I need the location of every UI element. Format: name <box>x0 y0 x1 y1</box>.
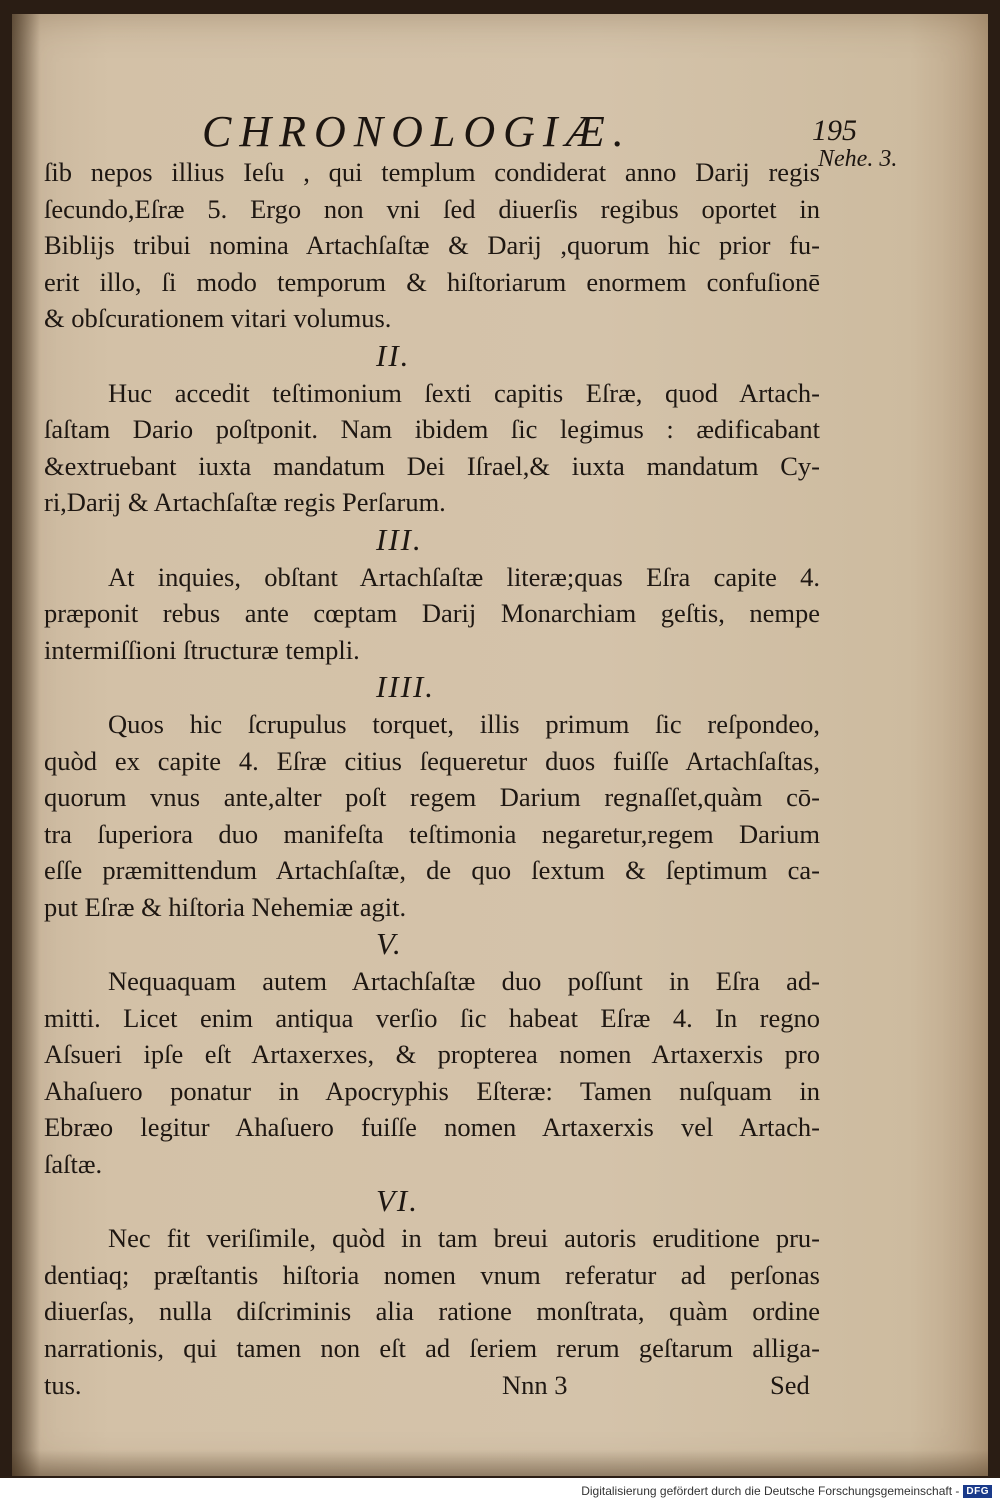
page-edge-shadow <box>12 1450 988 1476</box>
text-line: At inquies, obſtant Artachſaſtæ literæ;quas Eſra capite 4. <box>108 561 820 592</box>
text-line: ri,Darij & Artachſaſtæ regis Perſarum. <box>44 487 446 517</box>
text-line: mitti. Licet enim antiqua verſio ſic habeat Eſræ 4. In regno <box>44 1002 820 1033</box>
text-line: tra ſuperiora duo manifeſta teſtimonia negaretur,regem Darium <box>44 818 820 849</box>
spine-shadow <box>12 14 40 1476</box>
text-line: præponit rebus ante cœptam Darij Monarchiam geſtis, nempe <box>44 598 820 628</box>
section-heading: IIII. <box>376 669 436 704</box>
page-footer <box>44 1366 820 1404</box>
text-line: quorum vnus ante,alter poſt regem Darium regnaſſet,quàm cō- <box>44 782 820 812</box>
text-line: ſib nepos illius Ieſu , qui templum condiderat anno Darij regis <box>44 157 820 187</box>
text-line: narrationis, qui tamen non eſt ad ſeriem rerum geſtarum alliga- <box>44 1332 820 1363</box>
text-line: diuerſas, nulla diſcriminis alia ratione monſtrata, quàm ordine <box>44 1296 820 1326</box>
text-line: eſſe præmittendum Artachſaſtæ, de quo ſextum & ſeptimum ca- <box>44 855 820 885</box>
text-line: erit illo, ſi modo temporum & hiſtoriarum enormem confuſionē <box>44 266 820 297</box>
credit-text: Digitalisierung gefördert durch die Deutsche Forschungsgemeinschaft - <box>581 1484 960 1498</box>
text-line: intermiſſioni ſtructuræ templi. <box>44 634 360 665</box>
section-heading: V. <box>376 926 403 961</box>
text-line: dentiaq; præſtantis hiſtoria nomen vnum referatur ad perſonas <box>44 1259 820 1290</box>
text-line: put Eſræ & hiſtoria Nehemiæ agit. <box>44 891 407 922</box>
book-page <box>12 14 988 1476</box>
text-line: ſaſtæ. <box>44 1148 103 1179</box>
running-head: CHRONOLOGIÆ. <box>202 107 632 156</box>
section-heading: VI. <box>376 1183 420 1218</box>
section-heading: II. <box>376 337 411 373</box>
text-line: Nequaquam autem Artachſaſtæ duo poſſunt in Eſra ad- <box>108 966 820 996</box>
text-line: quòd ex capite 4. Eſræ citius ſequeretur duos fuiſſe Artachſaſtas, <box>44 745 820 776</box>
catchword: Sed <box>770 1370 810 1400</box>
text-line: Quos hic ſcrupulus torquet, illis primum ſic reſpondeo, <box>108 709 820 739</box>
text-line: Ebræo legitur Ahaſuero fuiſſe nomen Artaxerxis vel Artach- <box>44 1112 820 1142</box>
page-number: 195 <box>812 114 857 147</box>
digitization-credit <box>581 1482 992 1500</box>
text-line: Biblijs tribui nomina Artachſaſtæ & Darij ,quorum hic prior fu- <box>44 230 820 260</box>
text-line: Aſsueri ipſe eſt Artaxerxes, & propterea nomen Artaxerxis pro <box>44 1039 820 1069</box>
text-line: Huc accedit teſtimonium ſexti capitis Eſræ, quod Artach- <box>108 377 820 408</box>
body-text <box>44 154 820 1404</box>
dfg-logo: DFG <box>963 1485 992 1498</box>
text-line: Nec fit veriſimile, quòd in tam breui autoris eruditione pru- <box>108 1223 820 1253</box>
text-line: & obſcurationem vitari volumus. <box>44 303 392 333</box>
text-line: Ahaſuero ponatur in Apocryphis Eſteræ: Tamen nuſquam in <box>44 1075 820 1106</box>
marginal-note: Nehe. 3. <box>818 146 898 172</box>
text-line: &extruebant iuxta mandatum Dei Iſrael,& iuxta mandatum Cy- <box>44 450 820 481</box>
last-word: tus. <box>44 1370 82 1400</box>
signature-mark: Nnn 3 <box>502 1370 568 1400</box>
text-line: ſecundo,Eſræ 5. Ergo non vni ſed diuerſis regibus oportet in <box>44 193 820 224</box>
section-heading: III. <box>376 521 423 557</box>
text-line: ſaſtam Dario poſtponit. Nam ibidem ſic legimus : ædificabant <box>44 414 820 444</box>
